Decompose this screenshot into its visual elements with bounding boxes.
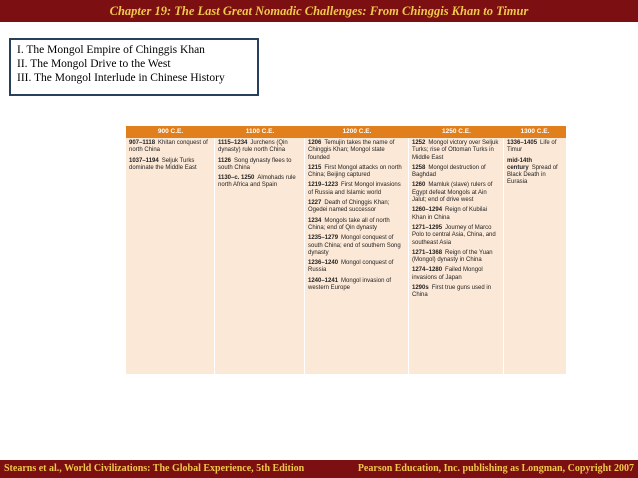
timeline-entry-text: Mongol victory over Seljuk Turks; rise of Ottoman Turks in Middle East	[412, 140, 499, 161]
timeline-entry-text: Reign of the Yuan (Mongol) dynasty in China	[412, 249, 493, 264]
timeline-entry-year: 907–1118	[129, 140, 156, 146]
timeline-entry-year: 1219–1223	[308, 182, 339, 189]
timeline-entry-text: First true guns used in China	[412, 285, 492, 299]
timeline-column-1	[126, 138, 215, 374]
timeline-entry	[507, 158, 563, 187]
timeline-entry	[129, 140, 211, 155]
timeline-entry	[218, 158, 301, 173]
timeline-entry	[412, 140, 500, 162]
timeline-entry-year: 1215	[308, 164, 322, 171]
timeline-entry	[218, 175, 301, 190]
footer-citation: Stearns et al., World Civilizations: The Global Experience, 5th Edition	[4, 463, 305, 474]
timeline-entry-text: Life of Timur	[507, 140, 557, 154]
timeline-entry-text: Temujin takes the name of Chinggis Khan; Mongol state founded	[308, 140, 395, 161]
timeline-entry-year: 1126	[218, 157, 232, 164]
outline-item-1: I. The Mongol Empire of Chinggis Khan	[17, 44, 205, 56]
timeline-entry-text: Mongols take all of north China; end of Qin dynasty	[308, 217, 390, 231]
timeline-column-5	[504, 138, 566, 374]
timeline-entry-text: Spread of Black Death in Eurasia	[507, 164, 558, 186]
outline-item-2: II. The Mongol Drive to the West	[17, 58, 171, 70]
timeline-entry-year: 1236–1240	[308, 260, 339, 267]
timeline-entry-year: 1336–1405	[507, 140, 538, 146]
timeline-entry-text: Mongol conquest of south China; end of southern Song dynasty	[308, 235, 401, 256]
timeline-entry-year: 1271–1368	[412, 249, 443, 256]
timeline-entry-year: 1234	[308, 217, 322, 224]
timeline-entry-year: 1271–1295	[412, 224, 443, 231]
slide-title: Chapter 19: The Last Great Nomadic Challenges: From Chinggis Khan to Timur	[0, 0, 638, 22]
timeline-column-2	[215, 138, 305, 374]
timeline-entry-text: Seljuk Turks dominate the Middle East	[129, 157, 197, 171]
timeline-header-4: 1250 C.E.	[442, 128, 471, 135]
timeline-entry-year: mid-14th century	[507, 157, 533, 171]
timeline-header-3: 1200 C.E.	[342, 128, 372, 135]
timeline-entry	[308, 200, 405, 215]
timeline-entry	[308, 218, 405, 233]
timeline-entry-text: Journey of Marco Polo to central Asia, China, and southeast Asia	[412, 224, 496, 246]
timeline-entry	[308, 182, 405, 197]
slide-content	[0, 22, 638, 460]
timeline-entry-text: First Mongol attacks on north China; Beijing captured	[308, 164, 402, 179]
timeline-header-2: 1100 C.E.	[245, 128, 275, 135]
timeline-entry-year: 1206	[308, 140, 322, 146]
timeline-entry-text: Mongol conquest of Russia	[308, 260, 394, 274]
timeline-entry-text: Jurchens (Qin dynasty) rule north China	[218, 140, 288, 154]
timeline-entry-year: 1037–1194	[129, 157, 159, 164]
timeline-entry-text: Mongol destruction of Baghdad	[412, 164, 486, 179]
timeline-entry-text: Almohads rule north Africa and Spain	[218, 175, 296, 189]
timeline-entry-year: 1115–1234	[218, 140, 248, 146]
timeline-entry-year: 1260–1294	[412, 207, 443, 214]
timeline-entry-year: 1235–1279	[308, 235, 339, 242]
timeline-entry	[412, 225, 500, 247]
timeline-entry	[412, 207, 500, 222]
timeline-entry	[308, 278, 405, 293]
timeline-entry-text: Reign of Kubilai Khan in China	[412, 207, 488, 221]
timeline-entry	[412, 165, 500, 180]
timeline-table	[126, 126, 566, 374]
timeline-entry-year: 1258	[412, 164, 426, 171]
timeline-entry-year: 1240–1241	[308, 277, 339, 284]
timeline-entry	[308, 260, 405, 275]
timeline-entry-year: 1290s	[412, 285, 429, 292]
timeline-entry	[507, 140, 563, 155]
timeline-entry-year: 1274–1280	[412, 267, 443, 274]
timeline-entry-text: Song dynasty flees to south China	[218, 157, 292, 171]
outline-item-3: III. The Mongol Interlude in Chinese History	[17, 72, 225, 84]
timeline-entry-year: 1130–c. 1250	[218, 175, 255, 182]
timeline-header-5: 1300 C.E.	[520, 128, 550, 135]
timeline-entry-text: Death of Chinggis Khan; Ogedei named successor	[308, 200, 390, 214]
timeline-column-4	[409, 138, 504, 374]
timeline-entry	[308, 165, 405, 180]
outline-box	[9, 38, 259, 96]
timeline-header-row	[126, 126, 566, 138]
timeline-entry	[412, 285, 500, 300]
footer	[0, 460, 638, 478]
timeline-entry	[218, 140, 301, 155]
timeline-entry	[308, 140, 405, 162]
footer-publisher: Pearson Education, Inc. publishing as Longman, Copyright 2007	[357, 463, 634, 474]
timeline-header-1: 900 C.E.	[157, 128, 184, 135]
timeline-entry	[412, 250, 500, 265]
timeline-entry	[412, 182, 500, 204]
timeline-entry-year: 1227	[308, 200, 322, 207]
timeline-entry	[129, 158, 211, 173]
timeline-entry-text: Mongol invasion of western Europe	[308, 277, 392, 292]
timeline-entry-text: Failed Mongol invasions of Japan	[412, 267, 483, 281]
timeline-entry-year: 1252	[412, 140, 426, 146]
timeline-entry-text: Mamluk (slave) rulers of Egypt defeat Mongols at Ain Jalut; end of drive west	[412, 182, 493, 204]
timeline-entry-year: 1260	[412, 182, 426, 189]
timeline-column-3	[305, 138, 409, 374]
timeline-entry	[412, 267, 500, 282]
timeline-entry	[308, 235, 405, 257]
timeline-entry-text: First Mongol invasions of Russia and Islamic world	[308, 182, 401, 196]
timeline-entry-text: Khitan conquest of north China	[129, 140, 208, 154]
